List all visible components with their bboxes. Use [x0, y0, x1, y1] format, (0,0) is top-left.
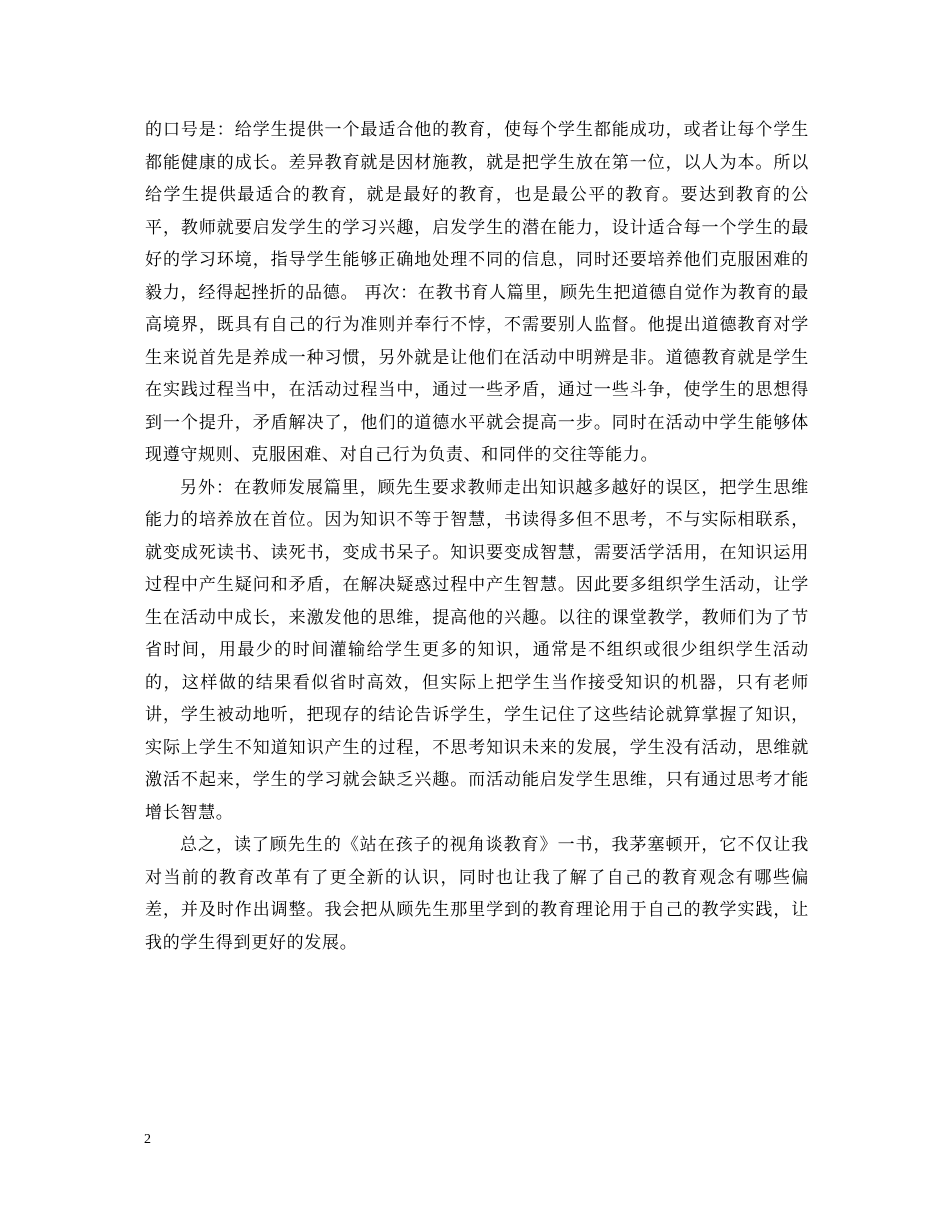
paragraph-2: 另外：在教师发展篇里，顾先生要求教师走出知识越多越好的误区，把学生思维能力的培养放在首位。因为知识不等于智慧，书读得多但不思考，不与实际相联系，就变成死读书、读死书，变成书呆子。知识要变成智慧，需要活学活用，在知识运用过程中产生疑问和矛盾，在解决疑惑过程中产生智慧。因此要多组织学生活动，让学生在活动中成长，来激发他的思维，提高他的兴趣。以往的课堂教学，教师们为了节省时间，用最少的时间灌输给学生更多的知识，通常是不组织或很少组织学生活动的，这样做的结果看似省时高效，但实际上把学生当作接受知识的机器，只有老师讲，学生被动地听，把现存的结论告诉学生，学生记住了这些结论就算掌握了知识，实际上学生不知道知识产生的过程，不思考知识未来的发展，学生没有活动，思维就激活不起来，学生的学习就会缺乏兴趣。而活动能启发学生思维，只有通过思考才能增长智慧。: [145, 477, 809, 823]
paragraph-3: 总之，读了顾先生的《站在孩子的视角谈教育》一书，我茅塞顿开，它不仅让我对当前的教育改革有了更全新的认识，同时也让我了解了自己的教育观念有哪些偏差，并及时作出调整。我会把从顾先生那里学到的教育理论用于自己的教学实践，让我的学生得到更好的发展。: [145, 835, 809, 953]
paragraph-1: 的口号是：给学生提供一个最适合他的教育，使每个学生都能成功，或者让每个学生都能健康的成长。差异教育就是因材施教，就是把学生放在第一位，以人为本。所以给学生提供最适合的教育，就是最好的教育，也是最公平的教育。要达到教育的公平，教师就要启发学生的学习兴趣，启发学生的潜在能力，设计适合每一个学生的最好的学习环境，指导学生能够正确地处理不同的信息，同时还要培养他们克服困难的毅力，经得起挫折的品德。 再次：在教书育人篇里，顾先生把道德自觉作为教育的最高境界，既具有自己的行为准则并奉行不悖，不需要别人监督。他提出道德教育对学生来说首先是养成一种习惯，另外就是让他们在活动中明辨是非。道德教育就是学生在实践过程当中，在活动过程当中，通过一些矛盾，通过一些斗争，使学生的思想得到一个提升，矛盾解决了，他们的道德水平就会提高一步。同时在活动中学生能够体现遵守规则、克服困难、对自己行为负责、和同伴的交往等能力。: [145, 120, 809, 465]
body-text: [145, 114, 809, 959]
page-number: 2: [144, 1132, 151, 1147]
